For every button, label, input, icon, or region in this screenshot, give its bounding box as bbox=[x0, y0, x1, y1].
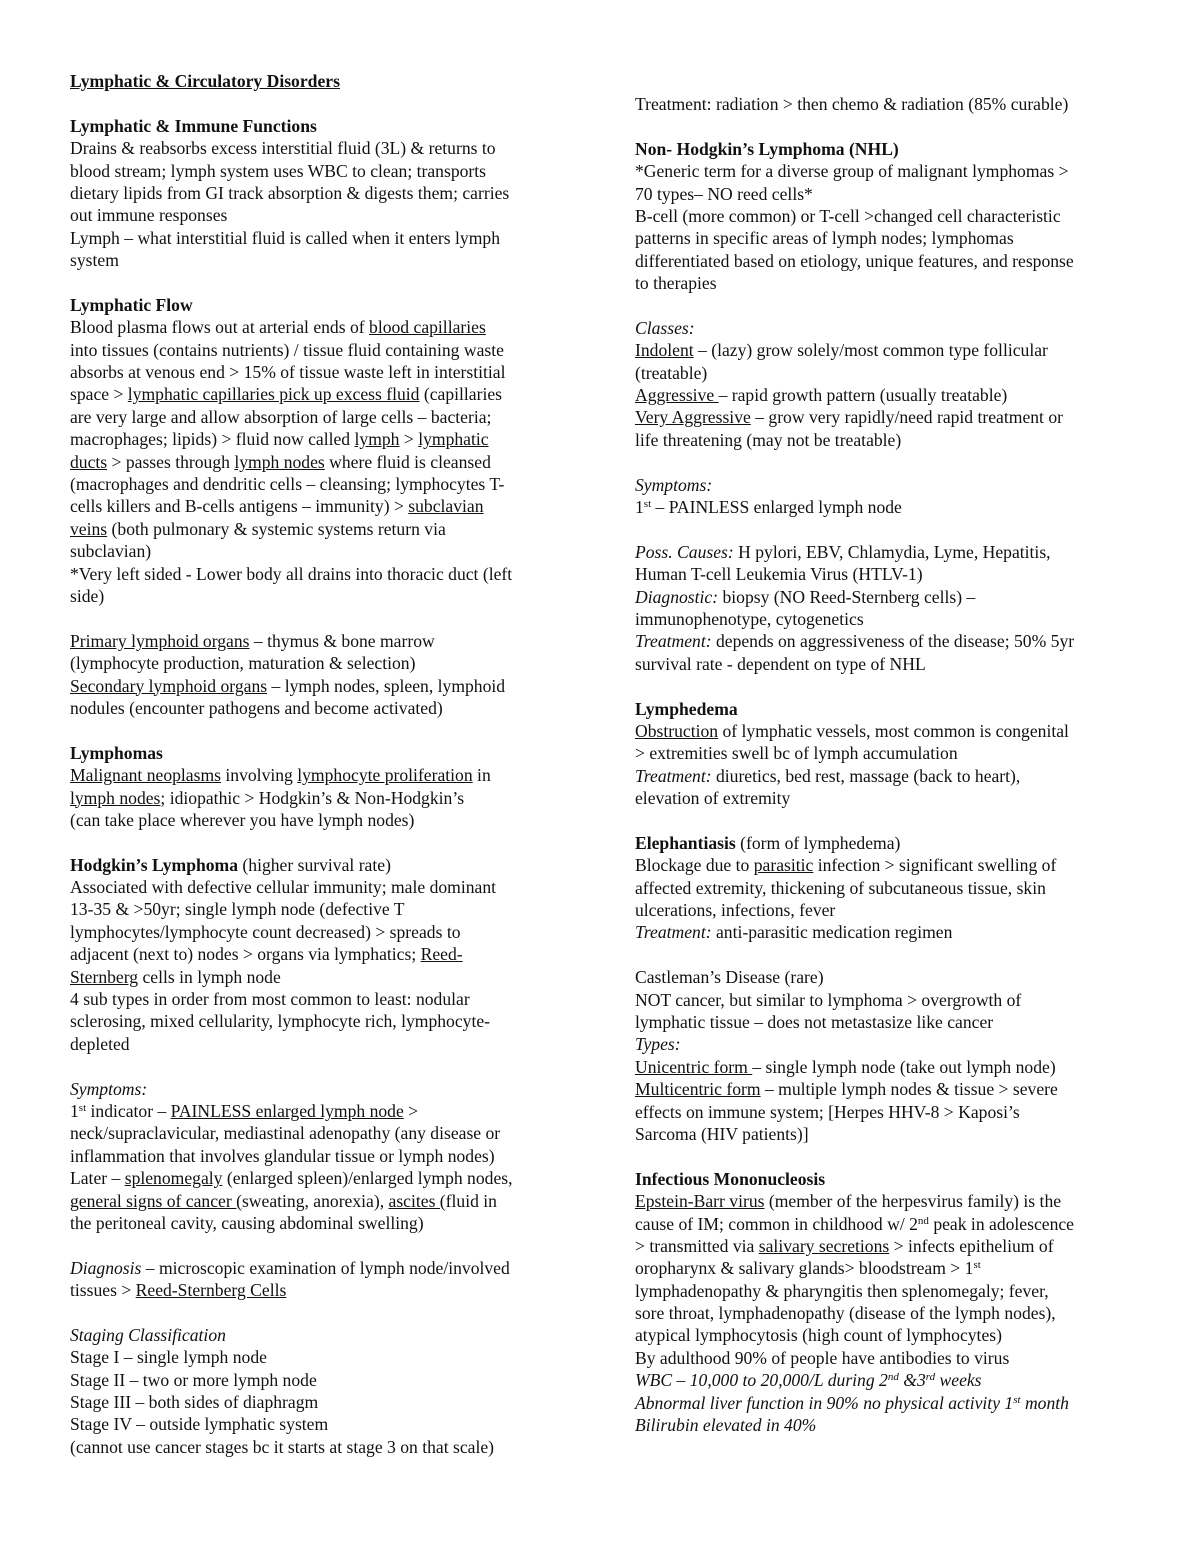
text-segment: Types: bbox=[635, 1034, 681, 1055]
text-line bbox=[70, 787, 570, 809]
text-line bbox=[635, 205, 1135, 227]
text-line bbox=[70, 339, 570, 361]
text-line bbox=[635, 250, 1135, 272]
text-segment: to therapies bbox=[635, 273, 717, 294]
text-segment: diuretics, bed rest, massage (back to heart), bbox=[711, 765, 1021, 786]
text-line bbox=[635, 93, 1135, 115]
text-segment: Drains & reabsorbs excess interstitial fluid (3L) & returns to bbox=[70, 138, 496, 159]
text-line bbox=[70, 428, 570, 450]
text-segment: biopsy (NO Reed-Sternberg cells) – bbox=[718, 586, 976, 607]
text-segment: lymph bbox=[354, 429, 400, 450]
blank-line bbox=[70, 1234, 570, 1256]
text-segment: Infectious Mononucleosis bbox=[635, 1168, 826, 1189]
text-segment: into tissues (contains nutrients) / tissue fluid containing waste bbox=[70, 339, 504, 360]
text-segment: atypical lymphocytosis (high count of lymphocytes) bbox=[635, 1325, 1002, 1346]
text-line bbox=[70, 966, 570, 988]
text-segment: patterns in specific areas of lymph nodes; lymphomas bbox=[635, 228, 1014, 249]
text-line bbox=[70, 406, 570, 428]
text-segment: lymph nodes bbox=[70, 787, 161, 808]
text-segment: – lymph nodes, spleen, lymphoid bbox=[267, 675, 506, 696]
text-segment: of lymphatic vessels, most common is congenital bbox=[718, 720, 1069, 741]
text-line bbox=[635, 1033, 1135, 1055]
text-line bbox=[635, 1123, 1135, 1145]
text-line bbox=[70, 115, 570, 137]
text-segment: (member of the herpesvirus family) is the bbox=[764, 1191, 1062, 1212]
text-line bbox=[635, 832, 1135, 854]
text-segment: the peritoneal cavity, causing abdominal swelling) bbox=[70, 1212, 424, 1233]
text-line bbox=[70, 1033, 570, 1055]
text-segment: splenomegaly bbox=[124, 1168, 223, 1189]
text-segment: 70 types– NO reed cells* bbox=[635, 183, 813, 204]
text-segment: Unicentric form bbox=[635, 1056, 753, 1077]
text-segment: > transmitted via bbox=[635, 1235, 759, 1256]
text-segment: > extremities swell bc of lymph accumulation bbox=[635, 743, 958, 764]
text-segment: ducts bbox=[70, 451, 108, 472]
text-segment: &3 bbox=[898, 1370, 926, 1391]
text-line bbox=[70, 1190, 570, 1212]
text-segment: Epstein-Barr virus bbox=[635, 1191, 765, 1212]
text-segment: immunophenotype, cytogenetics bbox=[635, 608, 864, 629]
text-line bbox=[635, 317, 1135, 339]
blank-line bbox=[70, 607, 570, 629]
text-segment: ulcerations, infections, fever bbox=[635, 900, 836, 921]
text-line bbox=[635, 854, 1135, 876]
text-segment: veins bbox=[70, 518, 108, 539]
text-line bbox=[635, 1078, 1135, 1100]
text-segment: *Very left sided - Lower body all drains into thoracic duct (left bbox=[70, 563, 513, 584]
text-line bbox=[70, 451, 570, 473]
text-segment: – multiple lymph nodes & tissue > severe bbox=[760, 1079, 1058, 1100]
text-segment: lymphocyte proliferation bbox=[297, 765, 473, 786]
text-line bbox=[70, 204, 570, 226]
text-segment: lymphatic capillaries pick up excess fluid bbox=[127, 384, 420, 405]
text-segment: (cannot use cancer stages bc it starts at stage 3 on that scale) bbox=[70, 1436, 495, 1457]
text-segment: *Generic term for a diverse group of malignant lymphomas > bbox=[635, 161, 1069, 182]
text-line bbox=[70, 742, 570, 764]
text-segment: Elephantiasis bbox=[635, 832, 736, 853]
text-line bbox=[635, 586, 1135, 608]
text-segment: elevation of extremity bbox=[635, 788, 791, 809]
text-segment: absorbs at venous end > 15% of tissue waste left in interstitial bbox=[70, 362, 506, 383]
text-segment: cause of IM; common in childhood w/ 2 bbox=[635, 1213, 918, 1234]
blank-line bbox=[635, 944, 1135, 966]
text-line bbox=[70, 1145, 570, 1167]
text-segment: Secondary lymphoid organs bbox=[70, 675, 268, 696]
text-line bbox=[635, 362, 1135, 384]
blank-line bbox=[635, 1145, 1135, 1167]
text-line bbox=[635, 630, 1135, 652]
text-line bbox=[635, 227, 1135, 249]
text-line bbox=[70, 316, 570, 338]
text-segment: – grow very rapidly/need rapid treatment or bbox=[750, 407, 1063, 428]
text-segment: affected extremity, thickening of subcutaneous tissue, skin bbox=[635, 877, 1046, 898]
text-segment: Lymphatic Flow bbox=[70, 294, 193, 315]
text-segment: peak in adolescence bbox=[928, 1213, 1074, 1234]
text-line bbox=[70, 1212, 570, 1234]
text-line bbox=[70, 495, 570, 517]
text-segment: sclerosing, mixed cellularity, lymphocyte rich, lymphocyte- bbox=[70, 1011, 491, 1032]
text-segment: Indolent bbox=[635, 340, 694, 361]
text-line bbox=[70, 652, 570, 674]
text-segment: Associated with defective cellular immunity; male dominant bbox=[70, 877, 497, 898]
text-line bbox=[70, 160, 570, 182]
text-line bbox=[635, 765, 1135, 787]
text-segment: Lymph – what interstitial fluid is called when it enters lymph bbox=[70, 227, 500, 248]
text-segment: space > bbox=[70, 384, 128, 405]
text-segment: Human T-cell Leukemia Virus (HTLV-1) bbox=[635, 564, 923, 585]
text-line bbox=[70, 697, 570, 719]
text-segment: Lymphomas bbox=[70, 742, 163, 763]
text-segment: B-cell (more common) or T-cell >changed cell characteristic bbox=[635, 205, 1061, 226]
text-segment: Stage II – two or more lymph node bbox=[70, 1369, 317, 1390]
text-segment: fluid in bbox=[445, 1190, 497, 1211]
text-segment: general signs of cancer ( bbox=[70, 1190, 242, 1211]
text-segment: inflammation that involves glandular tissue or lymph nodes) bbox=[70, 1145, 495, 1166]
text-segment: 1 bbox=[70, 1100, 79, 1121]
text-segment: macrophages; lipids) > fluid now called bbox=[70, 429, 355, 450]
text-segment: (treatable) bbox=[635, 362, 708, 383]
blank-line bbox=[635, 295, 1135, 317]
text-segment: nodules (encounter pathogens and become activated) bbox=[70, 697, 443, 718]
text-segment: Diagnostic: bbox=[635, 586, 719, 607]
text-segment: sore throat, lymphadenopathy (disease of the lymph nodes), bbox=[635, 1303, 1056, 1324]
text-line bbox=[635, 1302, 1135, 1324]
text-segment: Non- Hodgkin’s Lymphoma (NHL) bbox=[635, 138, 899, 159]
text-segment: survival rate - dependent on type of NHL bbox=[635, 653, 926, 674]
text-segment: lymphadenopathy & pharyngitis then splenomegaly; fever, bbox=[635, 1280, 1049, 1301]
text-line bbox=[635, 1190, 1135, 1212]
text-line bbox=[70, 1436, 570, 1458]
text-line bbox=[635, 160, 1135, 182]
text-segment: Abnormal liver function in 90% no physical activity 1 bbox=[635, 1392, 1014, 1413]
text-segment: Sternberg bbox=[70, 966, 139, 987]
text-segment: Very Aggressive bbox=[635, 407, 751, 428]
blank-line bbox=[635, 810, 1135, 832]
text-segment: blood stream; lymph system uses WBC to clean; transports bbox=[70, 160, 487, 181]
text-line bbox=[70, 1100, 570, 1122]
text-segment: ascites ( bbox=[388, 1190, 446, 1211]
text-line bbox=[635, 1414, 1135, 1436]
text-line bbox=[635, 1369, 1135, 1391]
text-segment: Treatment: bbox=[635, 631, 712, 652]
text-segment: PAINLESS enlarged lymph node bbox=[170, 1100, 404, 1121]
text-segment: Blockage due to bbox=[635, 855, 754, 876]
text-segment: life threatening (may not be treatable) bbox=[635, 429, 902, 450]
text-segment: cells in lymph node bbox=[138, 966, 281, 987]
text-segment: Later – bbox=[70, 1168, 125, 1189]
blank-line bbox=[70, 92, 570, 114]
text-segment: st bbox=[1013, 1393, 1021, 1406]
text-segment: – thymus & bone marrow bbox=[249, 630, 435, 651]
text-line bbox=[70, 249, 570, 271]
text-segment: st bbox=[78, 1101, 87, 1114]
text-line bbox=[70, 1391, 570, 1413]
text-line bbox=[70, 675, 570, 697]
text-line bbox=[70, 630, 570, 652]
text-segment: anti-parasitic medication regimen bbox=[711, 922, 953, 943]
text-segment: lymphocytes/lymphocyte count decreased) > spreads to bbox=[70, 921, 461, 942]
text-segment: cells killers and B-cells antigens – immunity) > bbox=[70, 496, 409, 517]
text-line bbox=[70, 876, 570, 898]
text-line bbox=[70, 988, 570, 1010]
text-line bbox=[635, 921, 1135, 943]
text-segment: oropharynx & salivary glands> bloodstream > 1 bbox=[635, 1258, 974, 1279]
text-line bbox=[70, 898, 570, 920]
text-segment: Bilirubin elevated in 40% bbox=[635, 1415, 817, 1436]
text-line bbox=[70, 1122, 570, 1144]
text-line bbox=[635, 1347, 1135, 1369]
text-line bbox=[635, 1257, 1135, 1279]
text-line bbox=[635, 563, 1135, 585]
text-line bbox=[635, 653, 1135, 675]
text-segment: Staging Classification bbox=[70, 1324, 226, 1345]
blank-line bbox=[635, 518, 1135, 540]
text-segment: Lymphatic & Immune Functions bbox=[70, 115, 317, 136]
text-segment: weeks bbox=[935, 1370, 982, 1391]
text-line bbox=[635, 1101, 1135, 1123]
text-line bbox=[635, 384, 1135, 406]
text-segment: dietary lipids from GI track absorption & digests them; carries bbox=[70, 182, 510, 203]
text-line bbox=[70, 809, 570, 831]
left-column bbox=[70, 70, 570, 1458]
text-line bbox=[70, 1413, 570, 1435]
blank-line bbox=[635, 675, 1135, 697]
text-segment: st bbox=[643, 498, 652, 511]
text-segment: (lymphocyte production, maturation & selection) bbox=[70, 653, 416, 674]
text-line bbox=[635, 183, 1135, 205]
text-segment: lymph nodes bbox=[234, 451, 325, 472]
text-segment: > infects epithelium of bbox=[889, 1235, 1054, 1256]
text-line bbox=[70, 1167, 570, 1189]
blank-line bbox=[635, 451, 1135, 473]
text-line bbox=[635, 1324, 1135, 1346]
text-segment: Multicentric form bbox=[635, 1079, 761, 1100]
text-segment: Obstruction bbox=[635, 720, 719, 741]
text-line bbox=[70, 585, 570, 607]
text-segment: Poss. Causes: bbox=[635, 541, 734, 562]
text-segment: (both pulmonary & systemic systems return via bbox=[107, 518, 446, 539]
text-line bbox=[635, 787, 1135, 809]
text-segment: (macrophages and dendritic cells – cleansing; lymphocytes T- bbox=[70, 474, 505, 495]
text-segment: subclavian bbox=[408, 496, 484, 517]
text-segment: infection > significant swelling of bbox=[813, 855, 1057, 876]
text-segment: – microscopic examination of lymph node/involved bbox=[141, 1257, 510, 1278]
text-segment: (higher survival rate) bbox=[238, 854, 391, 875]
text-segment: Stage IV – outside lymphatic system bbox=[70, 1414, 329, 1435]
text-line bbox=[635, 966, 1135, 988]
text-segment: lymphatic bbox=[418, 429, 489, 450]
text-segment: subclavian) bbox=[70, 541, 152, 562]
text-line bbox=[70, 137, 570, 159]
text-segment: Blood plasma flows out at arterial ends of bbox=[70, 317, 370, 338]
text-segment: Aggressive bbox=[635, 385, 719, 406]
text-line bbox=[635, 720, 1135, 742]
text-segment: Lymphatic & Circulatory Disorders bbox=[70, 71, 340, 91]
text-segment: depleted bbox=[70, 1033, 130, 1054]
text-segment: Symptoms: bbox=[70, 1078, 148, 1099]
text-line bbox=[635, 429, 1135, 451]
text-segment: in bbox=[472, 765, 491, 786]
text-segment: Stage III – both sides of diaphragm bbox=[70, 1392, 319, 1413]
text-line bbox=[70, 1279, 570, 1301]
text-segment: sweating, anorexia), bbox=[241, 1190, 389, 1211]
text-line bbox=[635, 406, 1135, 428]
text-segment: ; idiopathic > Hodgkin’s & Non-Hodgkin’s bbox=[160, 787, 465, 808]
text-line bbox=[70, 227, 570, 249]
text-line bbox=[635, 608, 1135, 630]
text-segment: Castleman’s Disease (rare) bbox=[635, 967, 824, 988]
text-segment: effects on immune system; [Herpes HHV-8 > Kaposi’s bbox=[635, 1101, 1020, 1122]
text-segment: (enlarged spleen)/enlarged lymph nodes, bbox=[222, 1168, 513, 1189]
text-segment: Stage I – single lymph node bbox=[70, 1347, 267, 1368]
blank-line bbox=[70, 272, 570, 294]
text-line bbox=[635, 1168, 1135, 1190]
text-segment: system bbox=[70, 250, 119, 271]
text-segment: – single lymph node (take out lymph node) bbox=[752, 1056, 1056, 1077]
text-segment: Treatment: radiation > then chemo & radiation (85% curable) bbox=[635, 94, 1069, 114]
text-segment: Treatment: bbox=[635, 765, 712, 786]
text-segment: where fluid is cleansed bbox=[324, 451, 491, 472]
text-segment: adjacent (next to) nodes > organs via lymphatics; bbox=[70, 944, 421, 965]
text-line bbox=[635, 496, 1135, 518]
text-segment: > passes through bbox=[107, 451, 235, 472]
text-line bbox=[70, 361, 570, 383]
text-segment: indicator – bbox=[86, 1100, 171, 1121]
text-line bbox=[635, 1056, 1135, 1078]
text-segment: Sarcoma (HIV patients)] bbox=[635, 1123, 809, 1144]
text-line bbox=[635, 877, 1135, 899]
text-line bbox=[635, 1011, 1135, 1033]
text-segment: Primary lymphoid organs bbox=[70, 630, 250, 651]
text-segment: > bbox=[403, 1100, 419, 1121]
text-segment: salivary secretions bbox=[758, 1235, 890, 1256]
text-segment: Hodgkin’s Lymphoma bbox=[70, 854, 239, 875]
text-segment: nd bbox=[917, 1214, 929, 1227]
text-segment: differentiated based on etiology, unique features, and response bbox=[635, 250, 1074, 271]
text-line bbox=[635, 1280, 1135, 1302]
text-segment: Lymphedema bbox=[635, 698, 738, 719]
text-segment: rd bbox=[925, 1371, 936, 1384]
text-line bbox=[635, 742, 1135, 764]
text-segment: side) bbox=[70, 585, 105, 606]
text-line bbox=[635, 474, 1135, 496]
text-segment: By adulthood 90% of people have antibodies to virus bbox=[635, 1347, 1010, 1368]
text-segment: Malignant neoplasms bbox=[70, 765, 221, 786]
text-segment: 13-35 & >50yr; single lymph node (defective T bbox=[70, 899, 405, 920]
text-segment: (form of lymphedema) bbox=[735, 832, 901, 853]
text-line bbox=[70, 1257, 570, 1279]
text-segment: 4 sub types in order from most common to least: nodular bbox=[70, 989, 470, 1010]
text-segment: blood capillaries bbox=[369, 317, 486, 338]
text-line bbox=[70, 518, 570, 540]
text-line bbox=[635, 138, 1135, 160]
text-segment: depends on aggressiveness of the disease; 50% 5yr bbox=[711, 631, 1075, 652]
text-line bbox=[70, 1346, 570, 1368]
text-segment: lymphatic tissue – does not metastasize like cancer bbox=[635, 1012, 994, 1033]
text-line bbox=[635, 1235, 1135, 1257]
text-segment: neck/supraclavicular, mediastinal adenopathy (any disease or bbox=[70, 1123, 501, 1144]
blank-line bbox=[70, 1055, 570, 1077]
text-line bbox=[635, 1392, 1135, 1414]
text-segment: month bbox=[1020, 1392, 1069, 1413]
text-segment: tissues > bbox=[70, 1280, 136, 1301]
text-line bbox=[70, 182, 570, 204]
text-line bbox=[70, 473, 570, 495]
text-line bbox=[70, 1324, 570, 1346]
right-column bbox=[635, 93, 1135, 1436]
text-segment: Reed-Sternberg Cells bbox=[135, 1280, 287, 1301]
text-segment: – PAINLESS enlarged lymph node bbox=[651, 497, 902, 518]
text-line bbox=[70, 70, 570, 92]
text-segment: are very large and allow absorption of large cells – bacteria; bbox=[70, 406, 492, 427]
text-line bbox=[70, 854, 570, 876]
text-segment: out immune responses bbox=[70, 205, 228, 226]
text-line bbox=[70, 1369, 570, 1391]
text-segment: WBC – 10,000 to 20,000/L during 2 bbox=[635, 1370, 888, 1391]
text-segment: (capillaries bbox=[419, 384, 503, 405]
text-line bbox=[70, 764, 570, 786]
blank-line bbox=[635, 115, 1135, 137]
text-line bbox=[70, 563, 570, 585]
text-segment: (can take place wherever you have lymph nodes) bbox=[70, 809, 415, 830]
text-segment: – rapid growth pattern (usually treatable) bbox=[718, 385, 1008, 406]
text-line bbox=[70, 1078, 570, 1100]
blank-line bbox=[70, 1301, 570, 1323]
text-segment: st bbox=[973, 1259, 981, 1272]
text-segment: Reed- bbox=[420, 944, 463, 965]
text-segment: > bbox=[399, 429, 419, 450]
text-line bbox=[70, 383, 570, 405]
text-segment: NOT cancer, but similar to lymphoma > overgrowth of bbox=[635, 989, 1022, 1010]
text-segment: Diagnosis bbox=[70, 1257, 142, 1278]
text-segment: parasitic bbox=[753, 855, 814, 876]
text-segment: Treatment: bbox=[635, 922, 712, 943]
blank-line bbox=[70, 831, 570, 853]
text-line bbox=[635, 339, 1135, 361]
text-line bbox=[70, 540, 570, 562]
blank-line bbox=[70, 719, 570, 741]
text-line bbox=[635, 989, 1135, 1011]
text-segment: – (lazy) grow solely/most common type follicular bbox=[693, 340, 1048, 361]
text-line bbox=[635, 541, 1135, 563]
text-segment: Classes: bbox=[635, 317, 695, 338]
text-segment: 1 bbox=[635, 497, 644, 518]
text-line bbox=[70, 294, 570, 316]
text-line bbox=[70, 943, 570, 965]
text-segment: Symptoms: bbox=[635, 474, 713, 495]
text-line bbox=[70, 921, 570, 943]
text-segment: nd bbox=[887, 1371, 899, 1384]
text-segment: involving bbox=[221, 765, 298, 786]
text-line bbox=[635, 272, 1135, 294]
text-line bbox=[635, 698, 1135, 720]
text-line bbox=[70, 1010, 570, 1032]
text-segment: H pylori, EBV, Chlamydia, Lyme, Hepatitis, bbox=[733, 541, 1051, 562]
text-line bbox=[635, 1213, 1135, 1235]
text-line bbox=[635, 899, 1135, 921]
